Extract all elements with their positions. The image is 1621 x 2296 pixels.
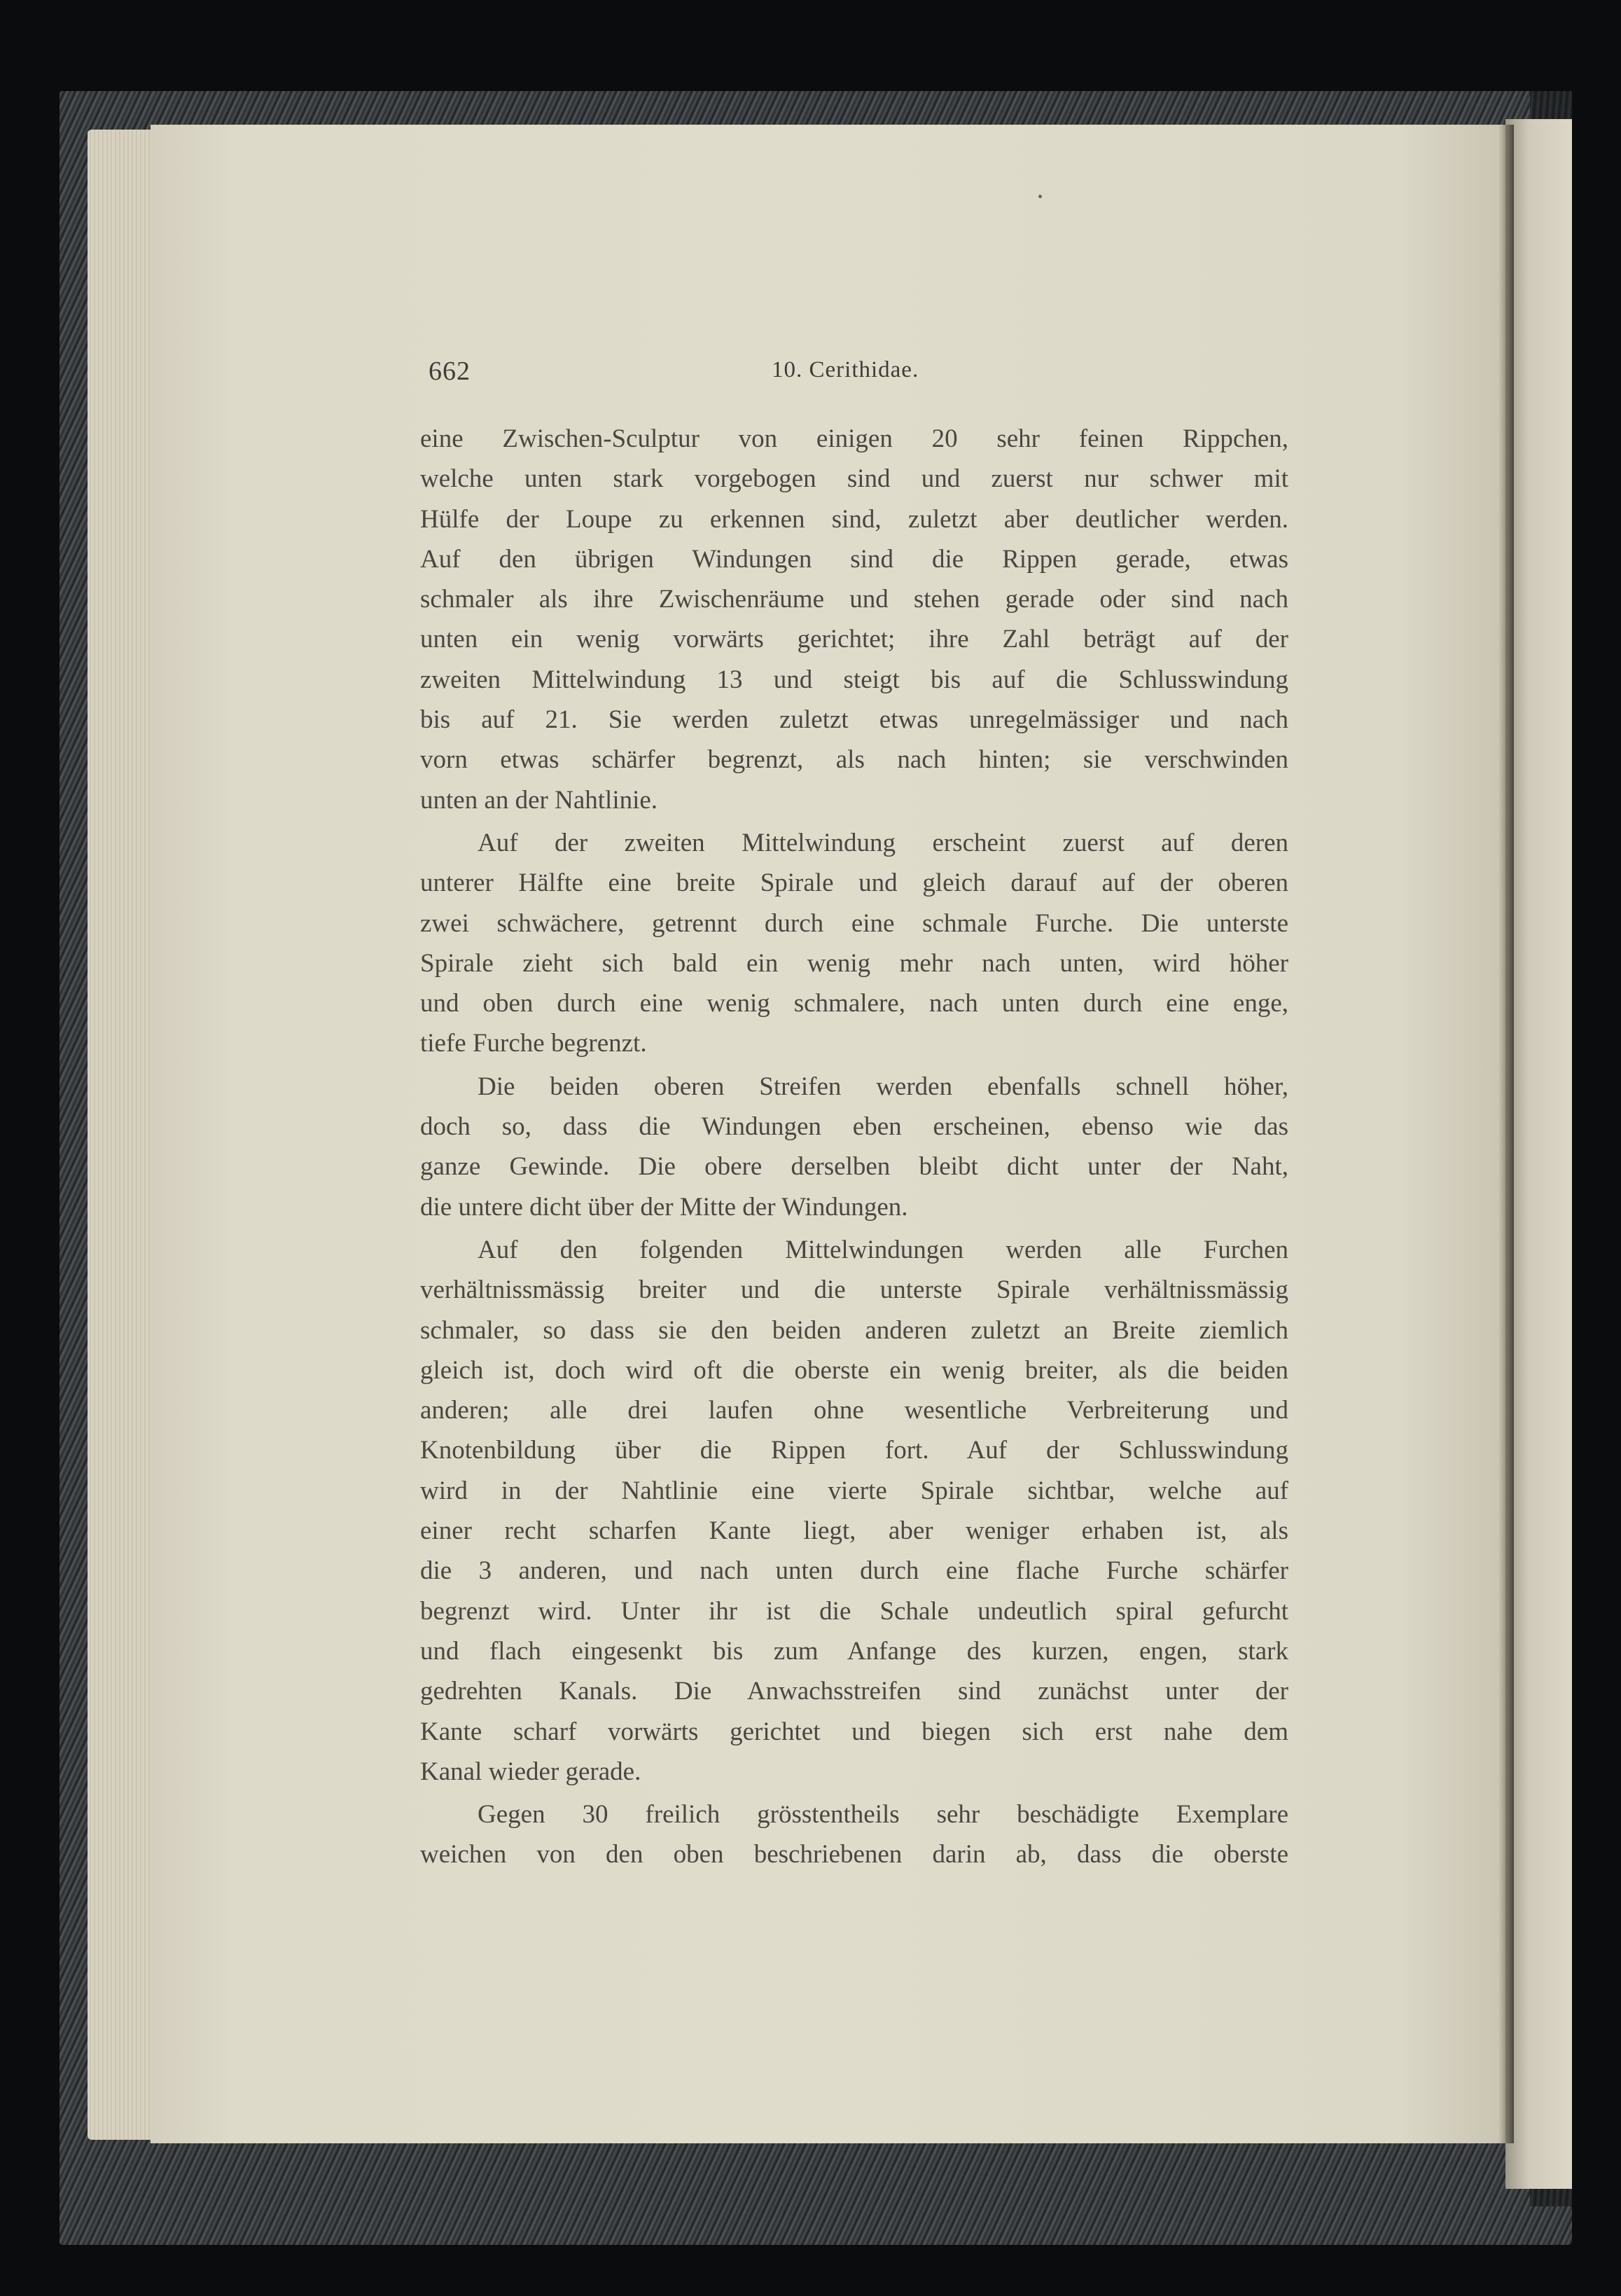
text-line: tiefe Furche begrenzt.: [420, 1029, 647, 1058]
text-line: schmaler, so dass sie den beiden anderen zuletzt an Breite ziemlich: [420, 1315, 1288, 1345]
running-head: [429, 356, 1293, 405]
text-line: unterer Hälfte eine breite Spirale und gleich darauf auf der oberen: [420, 869, 1288, 898]
text-line: zwei schwächere, getrennt durch eine schmale Furche. Die unterste: [420, 908, 1288, 938]
text-line: Auf den folgenden Mittelwindungen werden alle Furchen: [478, 1235, 1288, 1264]
paragraph: [420, 1794, 1288, 1875]
running-title: 10. Cerithidae.: [772, 357, 919, 382]
text-line: gedrehten Kanals. Die Anwachsstreifen sind zunächst unter der: [420, 1677, 1288, 1706]
text-line: einer recht scharfen Kante liegt, aber weniger erhaben ist, als: [420, 1516, 1288, 1546]
text-line: schmaler als ihre Zwischenräume und stehen gerade oder sind nach: [420, 585, 1288, 614]
text-line: anderen; alle drei laufen ohne wesentliche Verbreiterung und: [420, 1396, 1288, 1425]
paragraph: [420, 419, 1288, 820]
text-line: Hülfe der Loupe zu erkennen sind, zuletzt aber deutlicher werden.: [420, 504, 1288, 534]
text-line: unten ein wenig vorwärts gerichtet; ihre Zahl beträgt auf der: [420, 625, 1288, 654]
text-line: Spirale zieht sich bald ein wenig mehr nach unten, wird höher: [420, 948, 1288, 978]
text-line: begrenzt wird. Unter ihr ist die Schale undeutlich spiral gefurcht: [420, 1596, 1288, 1626]
text-line: ganze Gewinde. Die obere derselben bleibt dicht unter der Naht,: [420, 1152, 1288, 1182]
text-line: Auf der zweiten Mittelwindung erscheint zuerst auf deren: [478, 828, 1288, 857]
text-line: und flach eingesenkt bis zum Anfange des kurzen, engen, stark: [420, 1636, 1288, 1666]
text-line: wird in der Nahtlinie eine vierte Spirale sichtbar, welche auf: [420, 1476, 1288, 1505]
text-line: gleich ist, doch wird oft die oberste ein wenig breiter, als die beiden: [420, 1355, 1288, 1385]
text-line: bis auf 21. Sie werden zuletzt etwas unregelmässiger und nach: [420, 705, 1288, 735]
paragraph: [420, 1067, 1288, 1227]
text-line: welche unten stark vorgebogen sind und zuerst nur schwer mit: [420, 464, 1288, 494]
paper-fleck: [1038, 195, 1042, 198]
text-line: Kante scharf vorwärts gerichtet und biegen sich erst nahe dem: [420, 1717, 1288, 1746]
text-line: verhältnissmässig breiter und die unterste Spirale verhältnissmässig: [420, 1275, 1288, 1305]
text-line: unten an der Nahtlinie.: [420, 785, 658, 815]
text-line: weichen von den oben beschriebenen darin ab, dass die oberste: [420, 1840, 1288, 1869]
text-line: Knotenbildung über die Rippen fort. Auf der Schlusswindung: [420, 1436, 1288, 1465]
text-line: Auf den übrigen Windungen sind die Rippen gerade, etwas: [420, 544, 1288, 574]
text-line: die untere dicht über der Mitte der Windungen.: [420, 1192, 908, 1222]
body-text: [420, 419, 1288, 1878]
text-line: doch so, dass die Windungen eben erscheinen, ebenso wie das: [420, 1112, 1288, 1142]
text-line: die 3 anderen, und nach unten durch eine flache Furche schärfer: [420, 1556, 1288, 1586]
text-line: Gegen 30 freilich grösstentheils sehr beschädigte Exemplare: [478, 1800, 1288, 1830]
page-gutter: [1498, 125, 1514, 2143]
text-line: und oben durch eine wenig schmalere, nach unten durch eine enge,: [420, 989, 1288, 1018]
facing-page: [1505, 119, 1572, 2189]
text-line: Die beiden oberen Streifen werden ebenfalls schnell höher,: [478, 1072, 1288, 1101]
paragraph: [420, 823, 1288, 1064]
text-line: Kanal wieder gerade.: [420, 1757, 641, 1786]
text-line: zweiten Mittelwindung 13 und steigt bis auf die Schlusswindung: [420, 665, 1288, 694]
page-number: 662: [429, 357, 471, 386]
paragraph: [420, 1230, 1288, 1792]
text-line: eine Zwischen-Sculptur von einigen 20 sehr feinen Rippchen,: [420, 424, 1288, 453]
text-line: vorn etwas schärfer begrenzt, als nach hinten; sie verschwinden: [420, 745, 1288, 775]
